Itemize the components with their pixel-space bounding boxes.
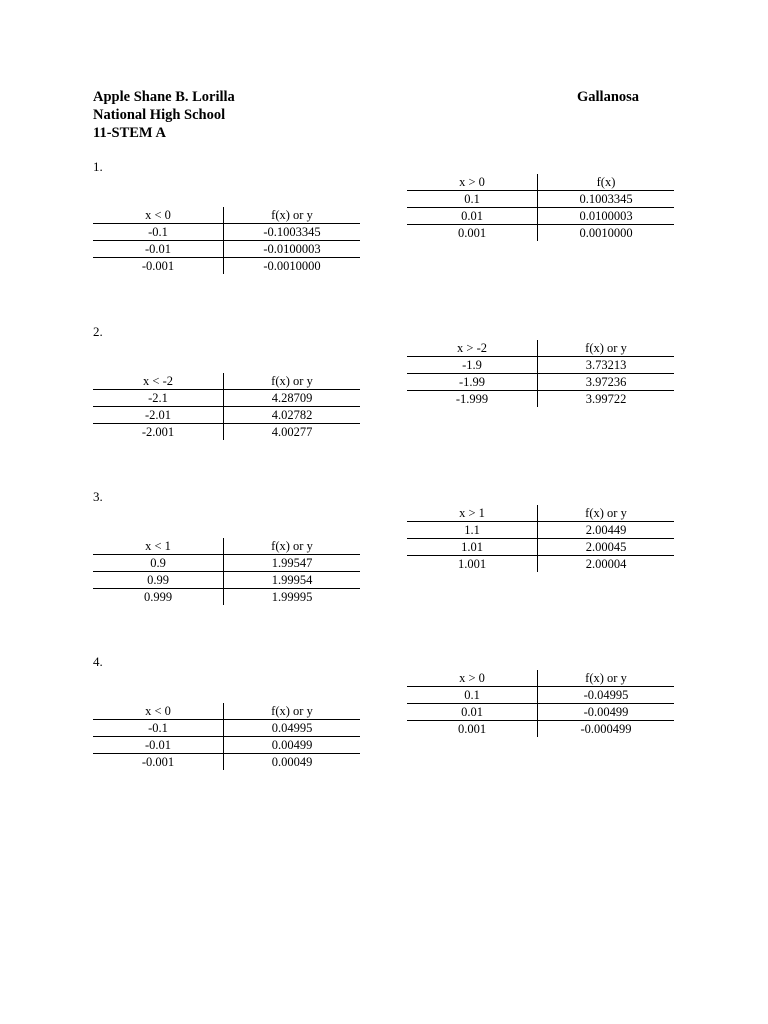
x-cell: 0.01 [407, 704, 538, 720]
left-table [93, 207, 360, 274]
table-header-row [93, 373, 360, 390]
x-header: x > 0 [407, 670, 538, 686]
x-cell: 1.01 [407, 539, 538, 555]
fx-cell: 4.28709 [271, 391, 313, 405]
fx-header: f(x) or y [271, 208, 313, 222]
fx-cell: -0.00499 [583, 705, 629, 719]
fx-cell: 1.99995 [271, 590, 313, 604]
fx-cell: 3.97236 [585, 375, 627, 389]
x-header: x > 1 [407, 505, 538, 521]
x-cell: -1.999 [407, 391, 538, 407]
left-table [93, 538, 360, 605]
table-row [407, 721, 674, 737]
fx-cell: 0.0100003 [579, 209, 633, 223]
x-cell: 0.001 [407, 721, 538, 737]
fx-cell: -0.0010000 [263, 259, 321, 273]
x-cell: 0.999 [93, 589, 224, 605]
table-row [407, 687, 674, 704]
x-cell: -2.01 [93, 407, 224, 423]
table-row [407, 539, 674, 556]
fx-cell: 4.00277 [271, 425, 313, 439]
x-cell: -0.001 [93, 258, 224, 274]
x-header: x > 0 [407, 174, 538, 190]
fx-cell: 0.04995 [271, 721, 313, 735]
left-table [93, 373, 360, 440]
fx-cell: -0.1003345 [263, 225, 321, 239]
problem-number: 2. [93, 324, 103, 339]
fx-header: f(x) [596, 175, 616, 189]
table-row [93, 224, 360, 241]
x-cell: 1.001 [407, 556, 538, 572]
x-cell: 0.1 [407, 191, 538, 207]
table-row [407, 225, 674, 241]
problem-number: 1. [93, 159, 103, 174]
table-row [407, 522, 674, 539]
fx-header: f(x) or y [585, 671, 627, 685]
x-cell: 0.9 [93, 555, 224, 571]
fx-cell: 3.73213 [585, 358, 627, 372]
table-header-row [93, 538, 360, 555]
x-cell: -1.9 [407, 357, 538, 373]
x-cell: 1.1 [407, 522, 538, 538]
table-row [407, 191, 674, 208]
x-cell: 0.001 [407, 225, 538, 241]
x-cell: -1.99 [407, 374, 538, 390]
student-name: Apple Shane B. Lorilla [93, 89, 235, 105]
x-cell: -2.001 [93, 424, 224, 440]
fx-header: f(x) or y [585, 341, 627, 355]
x-cell: -2.1 [93, 390, 224, 406]
x-header: x < -2 [93, 373, 224, 389]
table-row [407, 374, 674, 391]
right-table [407, 340, 674, 407]
x-cell: 0.99 [93, 572, 224, 588]
table-row [93, 258, 360, 274]
x-header: x < 0 [93, 207, 224, 223]
table-row [407, 208, 674, 225]
table-row [407, 357, 674, 374]
fx-cell: 0.00049 [271, 755, 313, 769]
x-cell: -0.1 [93, 720, 224, 736]
table-header-row [407, 174, 674, 191]
right-table [407, 505, 674, 572]
table-row [93, 390, 360, 407]
left-table [93, 703, 360, 770]
right-table [407, 670, 674, 737]
table-row [93, 555, 360, 572]
fx-cell: 1.99954 [271, 573, 313, 587]
school-name: National High School [93, 107, 226, 123]
fx-header: f(x) or y [271, 704, 313, 718]
table-row [93, 754, 360, 770]
fx-cell: 0.00499 [271, 738, 313, 752]
fx-cell: 2.00449 [585, 523, 627, 537]
fx-cell: 2.00045 [585, 540, 627, 554]
x-header: x > -2 [407, 340, 538, 356]
x-cell: -0.001 [93, 754, 224, 770]
table-row [93, 720, 360, 737]
fx-cell: -0.000499 [580, 722, 632, 736]
table-row [93, 241, 360, 258]
fx-cell: 4.02782 [271, 408, 313, 422]
table-row [93, 737, 360, 754]
fx-header: f(x) or y [585, 506, 627, 520]
section-name: 11-STEM A [93, 125, 166, 141]
fx-cell: 0.1003345 [579, 192, 633, 206]
problem-number: 4. [93, 654, 103, 669]
x-cell: 0.01 [407, 208, 538, 224]
table-row [93, 589, 360, 605]
table-row [93, 424, 360, 440]
table-row [407, 556, 674, 572]
table-row [93, 407, 360, 424]
problem-number: 3. [93, 489, 103, 504]
fx-cell: 2.00004 [585, 557, 627, 571]
x-cell: 0.1 [407, 687, 538, 703]
fx-cell: -0.0100003 [263, 242, 321, 256]
fx-cell: 0.0010000 [579, 226, 633, 240]
x-cell: -0.01 [93, 241, 224, 257]
x-cell: -0.01 [93, 737, 224, 753]
x-cell: -0.1 [93, 224, 224, 240]
table-header-row [407, 505, 674, 522]
right-table [407, 174, 674, 241]
table-header-row [407, 670, 674, 687]
table-header-row [407, 340, 674, 357]
table-row [407, 704, 674, 721]
fx-cell: 3.99722 [585, 392, 627, 406]
table-row [93, 572, 360, 589]
x-header: x < 1 [93, 538, 224, 554]
fx-cell: -0.04995 [583, 688, 629, 702]
fx-header: f(x) or y [271, 374, 313, 388]
table-row [407, 391, 674, 407]
header-right-text: Gallanosa [577, 89, 640, 105]
table-header-row [93, 207, 360, 224]
table-header-row [93, 703, 360, 720]
fx-cell: 1.99547 [271, 556, 313, 570]
x-header: x < 0 [93, 703, 224, 719]
fx-header: f(x) or y [271, 539, 313, 553]
